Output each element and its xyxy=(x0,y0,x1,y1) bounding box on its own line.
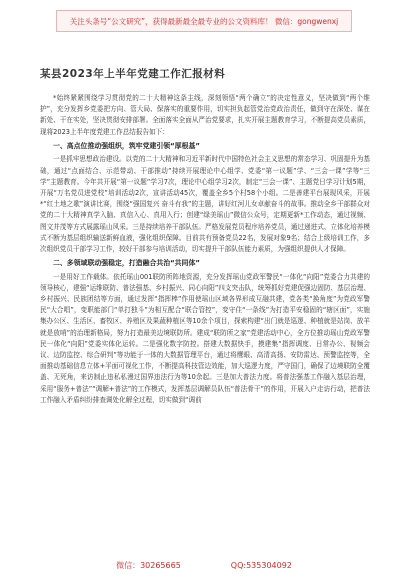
banner-text: 关注头条号“公文研究”，获得最新最全最专业的公文资料库！ 微信：gongwenxj xyxy=(69,16,339,26)
section-heading-1: 一、高点位推动强组织，筑牢党建引领“厚根基” xyxy=(53,141,200,150)
footer-qq: QQ:535304092 xyxy=(230,560,292,570)
section-heading-2: 二、多领域联动强稳定，打造融合共治“共同体” xyxy=(53,259,200,268)
footer-wechat: 微信：30265665 xyxy=(116,560,181,570)
section-2-paragraph: 一是用好工作载体。依托瑶山001联防所阵地资源，充分发挥瑶山党政军警民“一体化“向阳”党委合力共建的领导核心，建强“运维联防、普法强基、乡村振兴、同心向阳”四支突击队，统筹抓好党建促强边固防、基层治理、乡村振兴、民族团结等方面，通过发挥“指挥棒”作用使瑶山区域各界形成互融共建，党各类“换角度”为党政军警民“大合唱”，变职能部门“单打独斗”为相互配合“联合管控”，变守住“一条线”为打造平安稳固的“辖区面”，实施集办公区、生活区、畜牧区、养殖区及果蔬种植区等10余个项目，探索构建“出门就是巡逻、种植就是站岗、放羊就是放哨”的治理新格局，努力打造最美边境联防所。建成“联防所之家”党建活动中心，全方位推动瑶山党政军警民一体化“向阳”党委实体化运转。二是强化数字防控。搭建大数据快手，摸建集“指挥调度、日常办公、视频会议、边防监控、综合研判”等功能于一体的大数据管理平台，通过将鹰眼、高清高扬、安防雷达、预警监控等，全面推动基础信息立体+平面可视化工作，不断提高科技管边效能，加大巡逻力度，严守国门，确保了边境联防全覆盖、无死角，来访制止违私私漫过国界违法行为等10余起。三是加大普法力度。将普法强基工作融入基层治理，采用“服务+普法”“调解+普法”的工作模式，发挥基层调解员队伍“普法骨干”的作用，开展入户走访行动，把普法工作融入矛盾纠纷排查调处化解全过程，切实做到“调前 xyxy=(40,272,370,404)
document-page xyxy=(40,58,370,548)
top-banner xyxy=(56,10,352,32)
document-title: 某县2023年上半年党建工作汇报材料 xyxy=(40,68,226,80)
footer-contact xyxy=(0,556,408,574)
intro-paragraph: *始终紧紧围绕学习贯彻党的二十大精神这条主线，深刻领悟“两个确立”的决定性意义，坚决做到“两个维护”，充分发挥乡党委把方向、管大局、保落实的重要作用，切实担负起管党治党政治责任，做到守在深处、谋在新处、干在实处，坚决贯彻安排部署。全面落实全面从严治党要求，扎实开展主题教育学习，不断提高党员素质，现将2023上半年度党建工作总结报告如下： xyxy=(40,94,370,136)
section-1-paragraph: 一是抓牢思想政治建设。以党的二十大精神和习近平新时代中国特色社会主义思想的常态学习、巩固提升为基础，通过“点面结合、示范带动、干部推动”持续开展理论中心组学、党委“第一议题”学、“三会一课”学等“三学”主题教育。今年共开展“第一议题”学习7次，理论中心组学习2次，制定“三会一课”、主题党日学习计划5期，开展“万名党员进党校”培训活动2次，宣讲活动45次，覆盖全乡5个村58个小组。二是善建平台展现风采，开展*“红土地之歌”演讲比赛，围绕“强国复兴 奋斗有我”的主题，讲好红河儿女卓献奋斗的故事。推动全乡干部群众对党的二十大精神真学入脑、真信入心、真用入行；创建“绿美瑶山”微信公众号，定期更新*工作动态，通过视频、图文并茂等方式展露瑶山风采。三是持续培养干部队伍。严格发展党员程序培养党员，通过递进式、立体化培养模式不断为基层组织输送新鲜血液，强化组织保障。目前共有预备党员22名，发展对象9名；结合上级培训工作，多次组织党员干部学习工作，较好干部参与培训活动，切实提升干部队伍能力素质，为强组织提供人才保障。 xyxy=(40,155,370,253)
